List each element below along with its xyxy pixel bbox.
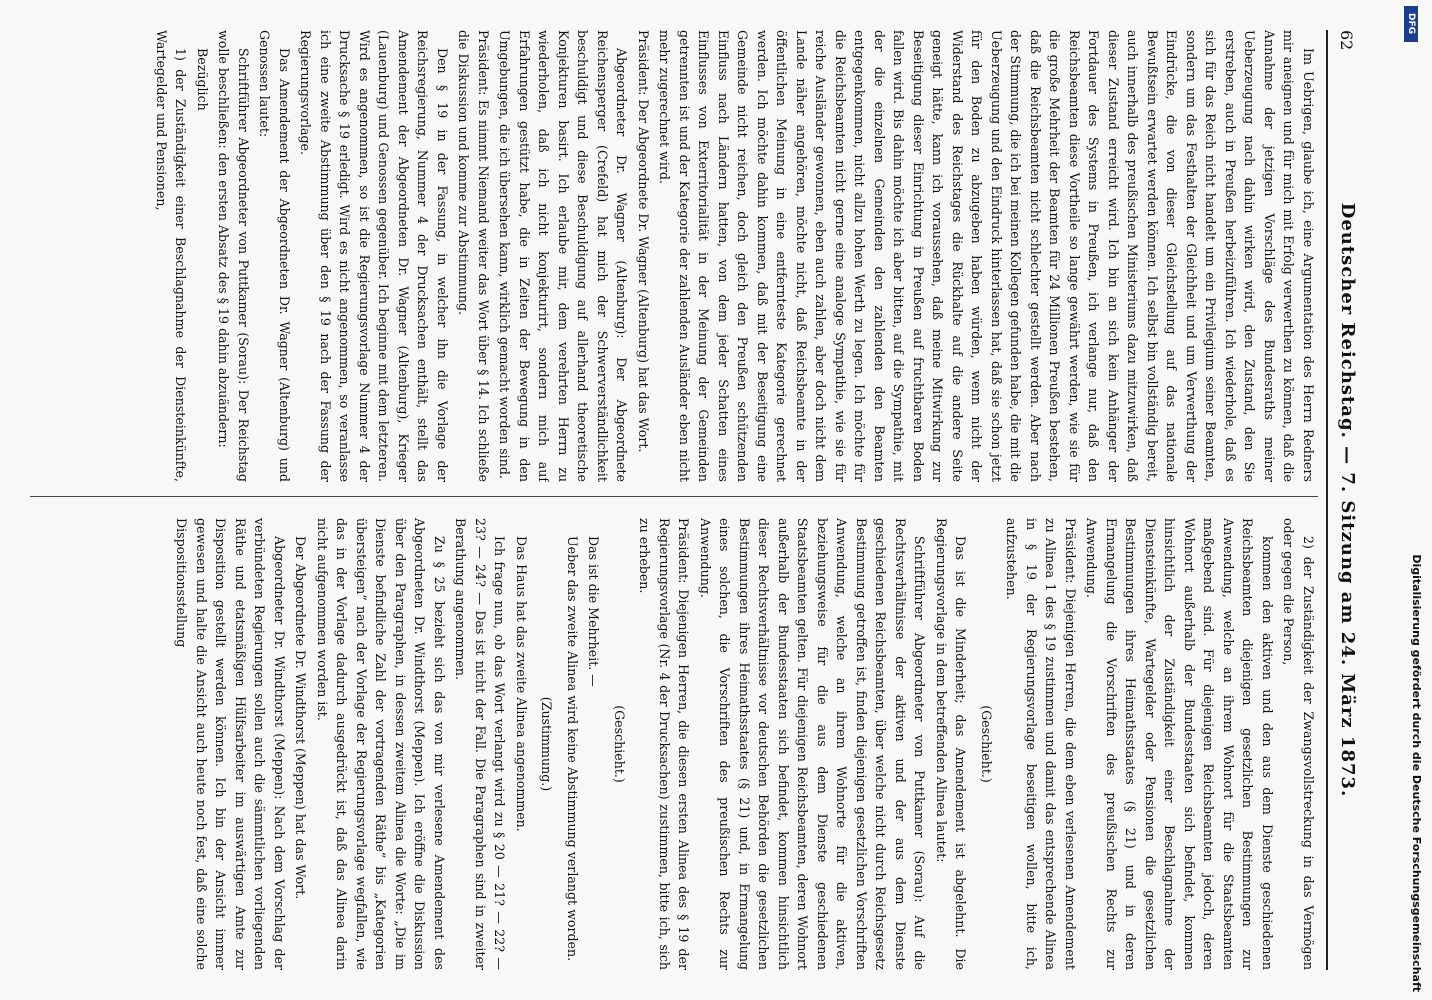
paragraph: Der Abgeordnete Dr. Windthorst (Meppen) hat das Wort. (293, 536, 309, 900)
right-column (30, 518, 1318, 970)
paragraph: 1) der Zuständigkeit einer Beschlagnahme der Diensteinkünfte, Wartegelder und Pensionen, (154, 30, 189, 482)
paragraph: Abgeordneter Dr. Windthorst (Meppen): Nach dem Vorschlag der verbündeten Regierungen sollen auch die sämmtlichen vorliegenden Räthe und etatsmäßigen Hülfsarbeiter im auswärtigen Amte zur Disposition gestellt werden können. Ich bin der Ansicht immer gewesen und halte die Ansicht auch heute noch fest, daß eine solche Dispositionsstellung (174, 518, 287, 970)
column-divider (30, 496, 1318, 497)
digitization-credit (1406, 0, 1426, 1000)
paragraph: (Geschieht.) (979, 705, 994, 783)
paragraph: 2) der Zuständigkeit der Zwangsvollstreckung in das Vermögen oder gegen die Person, (1281, 518, 1316, 970)
header-rule (1326, 30, 1328, 970)
left-column (30, 30, 1318, 482)
footer-note: Digitalisierung gefördert durch die Deutsche Forschungsgemeinschaft (1410, 554, 1423, 992)
dfg-logo: DFG (1404, 6, 1418, 42)
paragraph: Schriftführer Abgeordneter von Puttkamer (Sorau): Auf die Rechtsverhältnisse der aktiven und der aus dem Dienste geschiedenen Reichsbeamten, über welche nicht durch Reichsgesetz Bestimmung getroffen ist, finden diejenigen gesetzlichen Vorschriften Anwendung, welche an ihrem Wohnorte für die aktiven, beziehungsweise für die aus dem Dienste geschiedenen Staatsbeamten gelten. Für diejenigen Reichsbeamten, deren Wohnort außerhalb der Bundesstaaten sich befindet, kommen hinsichtlich dieser Rechtsverhältnisse vor deutschen Behörden die gesetzlichen Bestimmungen ihres Heimathsstaates (§ 21) und, in Ermangelung eines solchen, die Vorschriften des preußischen Rechts zur Anwendung. (698, 518, 928, 970)
paragraph: Schriftführer Abgeordneter von Puttkamer (Sorau): Der Reichstag wolle beschließen: den ersten Absatz des § 19 dahin abzuändern: (216, 30, 251, 482)
paragraph: Das Amendement der Abgeordneten Dr. Wagner (Altenburg) und Genossen lautet: (257, 30, 292, 482)
page-number: 62 (1337, 30, 1356, 51)
paragraph: Im Uebrigen, glaube ich, eine Argumentation des Herrn Redners mir aneignen und für mich mit Erfolg verwerthen zu können, daß die Annahme der jetzigen Vorschläge des Bundesraths meiner Ueberzeugung nach dahin wirken wird, den Zustand, den Sie erstreben, auch in Preußen herbeizuführen. Ich wiederhole, daß es sich für das Reich nicht handelt um ein Privilegium seiner Beamten, sondern um das Festhalten der Gleichheit und um Verwerthung der Eindrücke, die von dieser Gleichstellung auf das nationale Bewußtsein erwartet werden können. Ich selbst bin vollständig bereit, auch innerhalb des preußischen Ministeriums dazu mitzuwirken, daß dieser Zustand erreicht wird. Ich bin an sich kein Anhänger der Fortdauer des Systems in Preußen, ich verlange nur, daß den Reichsbeamten diese Vortheile so lange gewährt werden, wie sie für die große Mehrheit der Beamten für 24 Millionen Preußen bestehen, daß die Reichsbeamten nicht schlechter gestellt werden. Aber nach der Stimmung, die ich bei meinen Kollegen gefunden habe, die mit die Ueberzeugung und den Eindruck hinterlassen hat, daß sie schon jetzt für den Boden zu abzugeben haben würden, wenn nicht der Widerstand des Reichstages die Rückhalte auf die andere Seite geneigt hätte, kann ich voraussehen, daß meine Mitwirkung zur Beseitigung dieser Einrichtung in Preußen auf fruchtbaren Boden fallen wird. Bis dahin möchte ich aber bitten, auf die Sympathie, mit der die einzelnen Gemeinden den zahlenden den Beamten entgegenkommen, nicht allzu hohen Werth zu legen. Ich möchte für die Reichsbeamten nicht gerne eine analoge Sympathie, wie sie für reiche Ausländer gewonnen, eben auch zahlen, aber doch nicht dem Lande näher angehören, möchte nicht, daß Reichsbeamte in der öffentlichen Meinung in eine entfernteste Kategorie gerechnet werden. Ich möchte dahin kommen, daß mit der Beseitigung eine Gemeinde nicht reichen, doch gleich den Preußen schützenden Einfluss nach Ländern hatten, von dem jeder Schatten eines Einflusses von Exterritorialität in der Meinung der Gemeinden getrennten ist und der Kategorie der zahlenden Ausländer eben nicht mehr zugerechnet wird. (657, 30, 1316, 482)
paragraph: Präsident: Der Abgeordnete Dr. Wagner (Altenburg) hat das Wort. (636, 30, 651, 453)
paragraph: Das ist die Mehrheit. — (586, 536, 602, 687)
paragraph: Das ist die Minderheit; das Amendement ist abgelehnt. Die Regierungsvorlage in dem betreffenden Alinea lautet: (934, 518, 969, 970)
paragraph: Das Haus hat das zweite Alinea angenommen. (514, 536, 529, 832)
paragraph: Den § 19 in der Fassung, in welcher ihn die Vorlage der Reichsregierung, Nummer 4 der Drucksachen enthält, stellt das Amendement der Abgeordneten Dr. Wagner (Altenburg), Krieger (Lauenburg) und Genossen gegenüber. Ich beginne mit dem letzteren. Wird es angenommen, so ist die Regierungsvorlage Nummer 4 der Drucksache § 19 erledigt. Wird es nicht angenommen, so veranlasse ich eine zweite Abstimmung über den § 19 nach der Fassung der Regierungsvorlage. (298, 30, 450, 482)
paragraph: Präsident: Es nimmt Niemand weiter das Wort über § 14. Ich schließe die Diskussion und komme zur Abstimmung. (456, 30, 491, 482)
paragraph: (Zustimmung.) (539, 696, 555, 792)
paragraph: Zu § 25 bezieht sich das von mir verlesene Amendement des Abgeordneten Dr. Windthorst (Meppen). Ich eröffne die Diskussion über den Paragraphen, in dessen zweitem Alinea die Worte: „Die im Dienste befindliche Zahl der vortragenden Räthe“ bis „Kategorien übersteigen“ nach der Vorlage der Regierungsvorlage wegfallen, wie das in der Vorlage dadurch ausgedrückt ist, daß das Alinea darin nicht aufgenommen worden ist. (315, 518, 447, 970)
paragraph: Bezüglich (195, 48, 210, 111)
paragraph: (Geschieht.) (612, 705, 627, 783)
paragraph: Ueber das zweite Alinea wird keine Abstimmung verlangt worden. (565, 536, 580, 962)
page-title: Deutscher Reichstag. — 7. Sitzung am 24. März 1873. (1337, 202, 1358, 798)
paragraph: Ich frage nun, ob das Wort verlangt wird zu § 20 — 21? — 22? — 23? — 24? — Das ist nicht der Fall. Die Paragraphen sind in zweiter Berathung angenommen. (453, 518, 508, 970)
paragraph: Präsident: Diejenigen Herren, die dem eben verlesenen Amendement zu Alinea 1 des § 19 zustimmen und damit das entsprechende Alinea in § 19 der Regierungsvorlage beseitigen wollen, bitte ich, aufzustehen. (1004, 518, 1078, 970)
page-header (1330, 30, 1358, 970)
paragraph: Präsident: Diejenigen Herren, die diesen ersten Alinea des § 19 der Regierungsvorlage (Nr. 4 der Drucksachen) zustimmen, bitte ich, sich zu erheben. (637, 518, 692, 970)
paragraph: Abgeordneter Dr. Wagner (Altenburg): Der Abgeordnete Reichensperger (Crefeld) hat mich der Schwerverständlichkeit beschuldigt und diese Beschuldigung auf allerhand theoretische Konjekturen basirt. Ich erlaube mir, dem verehrten Herrn zu wiederholen, daß ich nicht konjekturirt, sondern mich auf Erfahrungen gestützt habe, die in Zeiten der Bewegung in den Umgebungen, die ich übersehen kann, wirklich gemacht worden sind. (497, 30, 630, 482)
paragraph: kommen den aktiven und den aus dem Dienste geschiedenen Reichsbeamten diejenigen gesetzlichen Bestimmungen zur Anwendung, welche an ihrem Wohnort für die Staatsbeamten maßgebend sind. Für diejenigen Reichsbeamten jedoch, deren Wohnort außerhalb der Bundesstaaten sich befindet, kommen hinsichtlich der Zuständigkeit einer Beschlagnahme der Diensteinkünfte, Wartegelder oder Pensionen die gesetzlichen Bestimmungen ihres Heimathsstaates (§ 21) und in deren Ermangelung die Vorschriften des preußischen Rechts zur Anwendung. (1084, 518, 1275, 970)
